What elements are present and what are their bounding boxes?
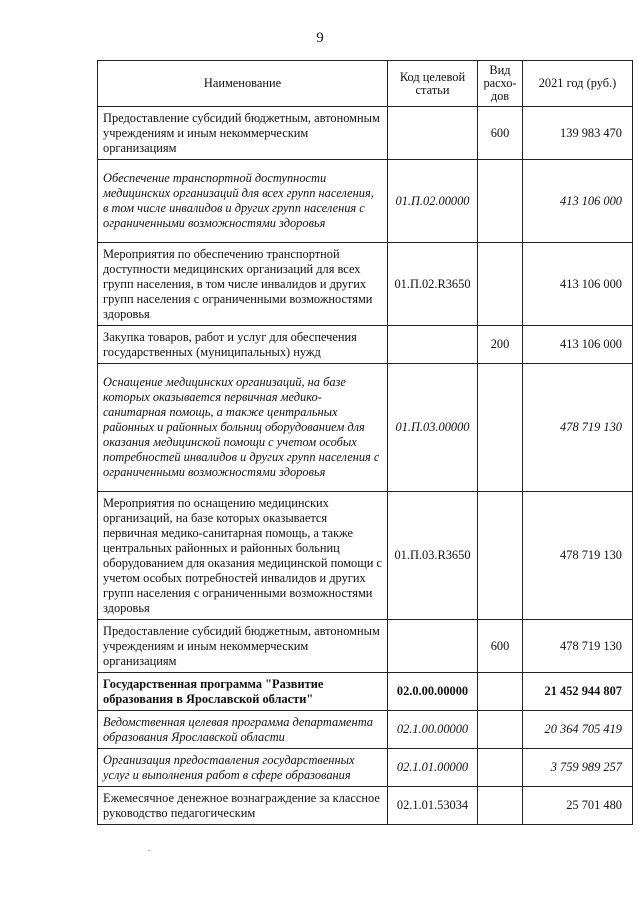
row-amount-cell: 413 106 000 bbox=[523, 243, 633, 326]
table-row bbox=[98, 243, 633, 326]
row-code-cell: 01.П.03.00000 bbox=[388, 364, 478, 492]
table-row bbox=[98, 107, 633, 160]
table-row bbox=[98, 326, 633, 364]
row-name-cell: Государственная программа "Развитие образования в Ярославской области" bbox=[98, 673, 388, 711]
row-kind-cell bbox=[478, 787, 523, 825]
row-code-cell: 01.П.02.00000 bbox=[388, 160, 478, 243]
row-kind-cell bbox=[478, 243, 523, 326]
row-kind-cell: 200 bbox=[478, 326, 523, 364]
row-name-cell: Мероприятия по обеспечению транспортной доступности медицинских организаций для всех групп населения, в том числе инвалидов и других групп населения с ограниченными возможностями здоровья bbox=[98, 243, 388, 326]
row-amount-cell: 20 364 705 419 bbox=[523, 711, 633, 749]
row-name-cell: Закупка товаров, работ и услуг для обеспечения государственных (муниципальных) нужд bbox=[98, 326, 388, 364]
row-amount-cell: 139 983 470 bbox=[523, 107, 633, 160]
row-kind-cell bbox=[478, 711, 523, 749]
table-row bbox=[98, 787, 633, 825]
header-kind: Вид расхо-дов bbox=[478, 61, 523, 107]
row-code-cell: 02.0.00.00000 bbox=[388, 673, 478, 711]
row-name-cell: Предоставление субсидий бюджетным, автономным учреждениям и иным некоммерческим организациям bbox=[98, 107, 388, 160]
row-amount-cell: 3 759 989 257 bbox=[523, 749, 633, 787]
header-name: Наименование bbox=[98, 61, 388, 107]
table-row bbox=[98, 492, 633, 620]
row-amount-cell: 25 701 480 bbox=[523, 787, 633, 825]
table-row bbox=[98, 160, 633, 243]
table-row bbox=[98, 711, 633, 749]
row-code-cell bbox=[388, 107, 478, 160]
row-amount-cell: 413 106 000 bbox=[523, 160, 633, 243]
header-code: Код целевой статьи bbox=[388, 61, 478, 107]
row-code-cell: 02.1.00.00000 bbox=[388, 711, 478, 749]
row-name-cell: Предоставление субсидий бюджетным, автономным учреждениям и иным некоммерческим организациям bbox=[98, 620, 388, 673]
row-amount-cell: 413 106 000 bbox=[523, 326, 633, 364]
row-code-cell: 01.П.02.R3650 bbox=[388, 243, 478, 326]
table-row bbox=[98, 673, 633, 711]
row-amount-cell: 21 452 944 807 bbox=[523, 673, 633, 711]
row-kind-cell bbox=[478, 673, 523, 711]
row-code-cell: 01.П.03.R3650 bbox=[388, 492, 478, 620]
header-amount: 2021 год (руб.) bbox=[523, 61, 633, 107]
row-name-cell: Ежемесячное денежное вознаграждение за классное руководство педагогическим bbox=[98, 787, 388, 825]
table-row bbox=[98, 620, 633, 673]
row-code-cell bbox=[388, 326, 478, 364]
scan-mark bbox=[148, 850, 150, 851]
table-header-row bbox=[98, 61, 633, 107]
budget-table bbox=[97, 60, 633, 825]
table-row bbox=[98, 364, 633, 492]
table-row bbox=[98, 749, 633, 787]
row-code-cell bbox=[388, 620, 478, 673]
row-kind-cell bbox=[478, 364, 523, 492]
table-body bbox=[98, 107, 633, 825]
row-name-cell: Мероприятия по оснащению медицинских организаций, на базе которых оказывается первичная медико-санитарная помощь, а также центральных районных и районных больниц оборудованием для оказания медицинской помощи с учетом особых потребностей инвалидов и других групп населения с ограниченными возможностями здоровья bbox=[98, 492, 388, 620]
row-kind-cell: 600 bbox=[478, 620, 523, 673]
row-kind-cell bbox=[478, 160, 523, 243]
row-name-cell: Оснащение медицинских организаций, на базе которых оказывается первичная медико-санитарная помощь, а также центральных районных и районных больниц оборудованием для оказания медицинской помощи с учетом особых потребностей инвалидов и других групп населения с ограниченными возможностями здоровья bbox=[98, 364, 388, 492]
row-kind-cell: 600 bbox=[478, 107, 523, 160]
row-amount-cell: 478 719 130 bbox=[523, 620, 633, 673]
page-number: 9 bbox=[316, 30, 324, 46]
row-amount-cell: 478 719 130 bbox=[523, 364, 633, 492]
row-name-cell: Обеспечение транспортной доступности медицинских организаций для всех групп населения, в том числе инвалидов и других групп населения с ограниченными возможностями здоровья bbox=[98, 160, 388, 243]
row-name-cell: Организация предоставления государственных услуг и выполнения работ в сфере образования bbox=[98, 749, 388, 787]
row-kind-cell bbox=[478, 749, 523, 787]
row-name-cell: Ведомственная целевая программа департамента образования Ярославской области bbox=[98, 711, 388, 749]
row-amount-cell: 478 719 130 bbox=[523, 492, 633, 620]
row-code-cell: 02.1.01.53034 bbox=[388, 787, 478, 825]
row-code-cell: 02.1.01.00000 bbox=[388, 749, 478, 787]
row-kind-cell bbox=[478, 492, 523, 620]
